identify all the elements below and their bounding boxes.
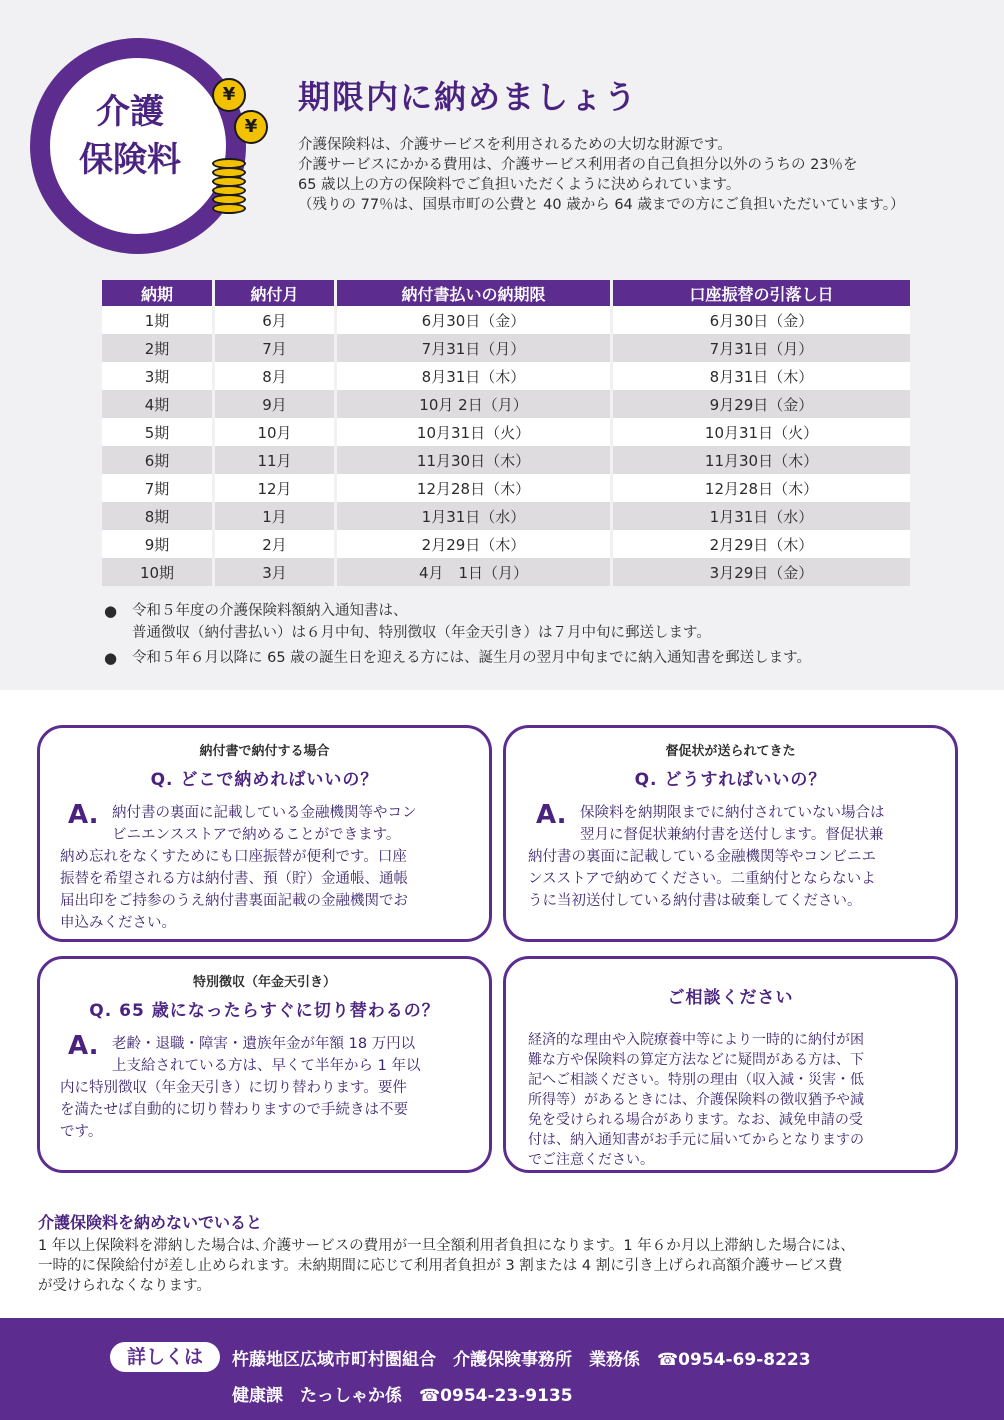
table-cell: 12月28日（木） <box>337 474 613 502</box>
table-cell: 2期 <box>102 334 215 362</box>
yen-coin-icon: ¥ <box>234 110 268 144</box>
card-title: ご相談ください <box>667 988 794 1008</box>
table-cell: 12月28日（木） <box>613 474 910 502</box>
answer-mark: A. <box>536 800 567 830</box>
table-row <box>102 530 910 558</box>
table-row <box>102 334 910 362</box>
table-cell: 4期 <box>102 390 215 418</box>
answer-line: 翌月に督促状兼納付書を送付します。督促状兼 <box>580 827 884 843</box>
body-line: でご注意ください。 <box>528 1152 654 1168</box>
table-cell: 2月 <box>215 530 337 558</box>
column-header-month: 納付月 <box>215 280 337 306</box>
answer-line: を満たせば自動的に切り替わりますので手続きは不要 <box>60 1102 408 1118</box>
table-row <box>102 418 910 446</box>
body-line: 所得等）があるときには、介護保険料の徴収猶予や減 <box>528 1092 864 1108</box>
note-item <box>104 600 811 644</box>
card-subtitle: 督促状が送られてきた <box>665 744 796 759</box>
note-line: 令和５年度の介護保険料額納入通知書は、 <box>132 603 408 619</box>
table-cell: 9月29日（金） <box>613 390 910 418</box>
note-item <box>104 647 811 669</box>
note-line: 令和５年６月以降に 65 歳の誕生日を迎える方には、誕生月の翌月中旬までに納入通知書を郵送します。 <box>132 650 812 666</box>
table-cell: 6月30日（金） <box>613 306 910 334</box>
card-answer <box>60 1033 489 1143</box>
column-header-period: 納期 <box>102 280 215 306</box>
table-cell: 1月31日（水） <box>337 502 613 530</box>
table-cell: 9月 <box>215 390 337 418</box>
table-cell: 2月29日（木） <box>337 530 613 558</box>
table-cell: 10月31日（火） <box>613 418 910 446</box>
table-cell: 12月 <box>215 474 337 502</box>
table-cell: 11月30日（木） <box>337 446 613 474</box>
card-subtitle: 特別徴収（年金天引き） <box>192 975 336 990</box>
table-cell: 1月31日（水） <box>613 502 910 530</box>
card-answer <box>60 802 489 934</box>
table-cell: 6月30日（金） <box>337 306 613 334</box>
card-subtitle: 納付書で納付する場合 <box>199 744 330 759</box>
answer-line: 納付書の裏面に記載している金融機関等やコン <box>112 805 417 821</box>
table-cell: 6期 <box>102 446 215 474</box>
table-cell: 8月31日（木） <box>613 362 910 390</box>
answer-mark: A. <box>68 1031 99 1061</box>
table-cell: 1期 <box>102 306 215 334</box>
answer-line: うに当初送付している納付書は破棄してください。 <box>528 893 862 909</box>
table-cell: 3月29日（金） <box>613 558 910 586</box>
body-line: 付は、納入通知書がお手元に届いてからとなりますの <box>528 1132 864 1148</box>
table-cell: 8月 <box>215 362 337 390</box>
nonpayment-title: 介護保険料を納めないでいると <box>38 1213 263 1232</box>
logo-title <box>60 88 200 184</box>
answer-line: 納付書の裏面に記載している金融機関等やコンビニエ <box>528 849 876 865</box>
bullet-icon: ● <box>104 649 118 667</box>
table-row <box>102 306 910 334</box>
bullet-icon: ● <box>104 602 118 620</box>
warning-line: 一時的に保険給付が差し止められます。未納期間に応じて利用者負担が 3 割または 4 割に引き上げられ高額介護サービス費 <box>38 1258 843 1274</box>
table-cell: 4月 1日（月） <box>337 558 613 586</box>
answer-line: 納め忘れをなくすためにも口座振替が便利です。口座 <box>60 849 407 865</box>
table-cell: 5期 <box>102 418 215 446</box>
table-row <box>102 502 910 530</box>
body-line: 経済的な理由や入院療養中等により一時的に納付が困 <box>528 1032 864 1048</box>
table-cell: 10期 <box>102 558 215 586</box>
table-cell: 9期 <box>102 530 215 558</box>
intro-line: （残りの 77％は、国県市町の公費と 40 歳から 64 歳までの方にご負担いただいています。） <box>298 197 905 213</box>
answer-line: 保険料を納期限までに納付されていない場合は <box>580 805 885 821</box>
answer-line: 老齢・退職・障害・遺族年金が年額 18 万円以 <box>112 1036 416 1052</box>
table-cell: 6月 <box>215 306 337 334</box>
table-cell: 8期 <box>102 502 215 530</box>
table-row <box>102 390 910 418</box>
answer-line: ンスストアで納めてください。二重納付とならないよ <box>528 871 876 887</box>
intro-line: 65 歳以上の方の保険料でご負担いただくように決められています。 <box>298 177 741 193</box>
table-cell: 10月31日（火） <box>337 418 613 446</box>
card-question: Q. 65 歳になったらすぐに切り替わるの？ <box>89 1001 440 1021</box>
card-body <box>528 1030 955 1170</box>
table-cell: 10月 2日（月） <box>337 390 613 418</box>
warning-line: 1 年以上保険料を滞納した場合は､介護サービスの費用が一旦全額利用者負担になります。1 年６か月以上滞納した場合には、 <box>38 1238 855 1254</box>
column-header-debit-date: 口座振替の引落し日 <box>613 280 910 306</box>
table-cell: 8月31日（木） <box>337 362 613 390</box>
answer-line: 上支給されている方は、早くて半年から 1 年以 <box>112 1058 421 1074</box>
table-cell: 3期 <box>102 362 215 390</box>
card-question: Q. どうすればいいの？ <box>634 770 827 790</box>
card-answer <box>528 802 955 912</box>
logo-line1: 介護 <box>96 92 164 132</box>
table-header-row <box>102 280 910 306</box>
answer-line: ビニエンスストアで納めることができます。 <box>112 827 401 843</box>
payment-schedule-table <box>102 280 910 586</box>
table-cell: 3月 <box>215 558 337 586</box>
answer-line: です。 <box>60 1124 103 1140</box>
contact-footer <box>0 1318 1004 1420</box>
body-line: 免を受けられる場合があります。なお、減免申請の受 <box>528 1112 863 1128</box>
body-line: 難な方や保険料の算定方法などに疑問がある方は、下 <box>528 1052 864 1068</box>
contact-line-health: 健康課 たっしゃか係 ☎0954-23-9135 <box>232 1386 573 1406</box>
answer-line: 届出印をご持参のうえ納付書裏面記載の金融機関でお <box>60 893 408 909</box>
contact-line-office: 杵藤地区広域市町村圏組合 介護保険事務所 業務係 ☎0954-69-8223 <box>232 1350 811 1370</box>
table-row <box>102 474 910 502</box>
note-line: 普通徴収（納付書払い）は６月中旬、特別徴収（年金天引き）は７月中旬に郵送します。 <box>132 625 711 641</box>
faq-card-age-65 <box>37 956 492 1173</box>
notes <box>104 600 811 672</box>
intro-line: 介護サービスにかかる費用は、介護サービス利用者の自己負担分以外のうちの 23％を <box>298 157 858 173</box>
warning-line: が受けられなくなります。 <box>38 1278 211 1294</box>
table-cell: 7期 <box>102 474 215 502</box>
table-cell: 10月 <box>215 418 337 446</box>
answer-mark: A. <box>68 800 99 830</box>
answer-line: 申込みください。 <box>60 915 176 931</box>
consultation-card <box>503 956 958 1173</box>
yen-coin-icon: ¥ <box>212 78 246 112</box>
column-header-slip-deadline: 納付書払いの納期限 <box>337 280 613 306</box>
table-row <box>102 558 910 586</box>
faq-card-where-to-pay <box>37 725 492 942</box>
intro-text <box>298 135 904 215</box>
table-cell: 7月 <box>215 334 337 362</box>
table-cell: 1月 <box>215 502 337 530</box>
answer-line: 振替を希望される方は納付書、預（貯）金通帳、通帳 <box>60 871 408 887</box>
body-line: 記へご相談ください。特別の理由（収入減・災害・低 <box>528 1072 864 1088</box>
answer-line: 内に特別徴収（年金天引き）に切り替わります。要件 <box>60 1080 407 1096</box>
table-cell: 11月30日（木） <box>613 446 910 474</box>
table-cell: 7月31日（月） <box>613 334 910 362</box>
card-question: Q. どこで納めればいいの？ <box>150 770 379 790</box>
table-row <box>102 362 910 390</box>
intro-line: 介護保険料は、介護サービスを利用されるための大切な財源です。 <box>298 137 732 153</box>
logo-line2: 保険料 <box>79 140 181 180</box>
table-cell: 7月31日（月） <box>337 334 613 362</box>
coin-stack-icon <box>212 160 246 228</box>
table-row <box>102 446 910 474</box>
page-title: 期限内に納めましょう <box>298 78 639 116</box>
faq-card-reminder <box>503 725 958 942</box>
table-cell: 11月 <box>215 446 337 474</box>
nonpayment-text <box>38 1236 855 1296</box>
table-cell: 2月29日（木） <box>613 530 910 558</box>
details-badge: 詳しくは <box>110 1342 220 1372</box>
